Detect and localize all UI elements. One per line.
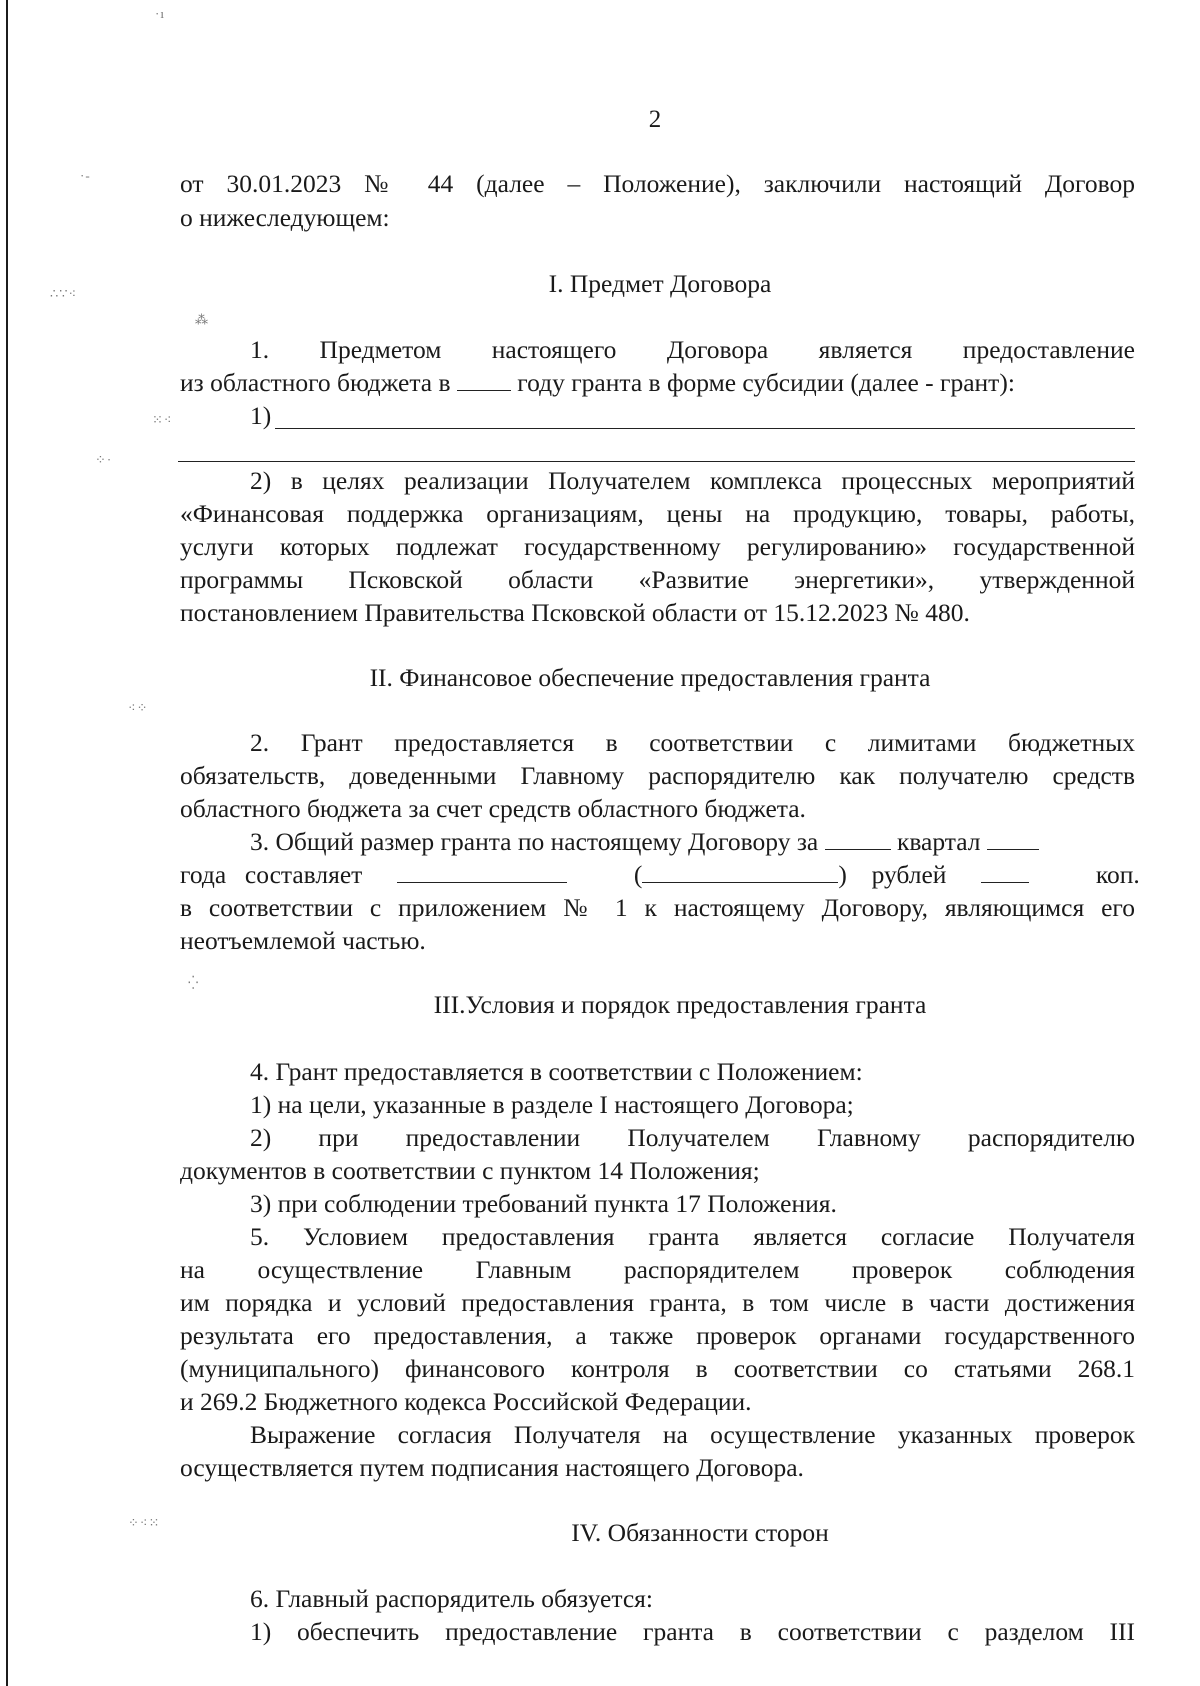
section-3-paragraph-4-line-1: 4. Грант предоставляется в соответствии с Положением: <box>250 1057 863 1086</box>
intro-line-1: от 30.01.2023 № 44 (далее – Положение), заключили настоящий Договор <box>180 169 1135 198</box>
item-2-line-1: 2) в целях реализации Получателем комплекса процессных мероприятий <box>250 466 1135 495</box>
scan-speck: ⁂ <box>195 312 209 327</box>
item-1-number: 1) <box>250 401 272 430</box>
section-3-item-3: 3) при соблюдении требований пункта 17 Положения. <box>250 1189 837 1218</box>
page-number: 2 <box>648 106 662 133</box>
section-3-paragraph-5b-line-2: осуществляется путем подписания настоящего Договора. <box>180 1453 804 1482</box>
text-fragment: 3. Общий размер гранта по настоящему Договору за <box>250 827 819 856</box>
section-2-heading: II. Финансовое обеспечение предоставления гранта <box>369 663 931 692</box>
item-2-line-4: программы Псковской области «Развитие энергетики», утвержденной <box>180 565 1135 594</box>
item-2-line-5: постановлением Правительства Псковской области от 15.12.2023 № 480. <box>180 598 970 627</box>
text-fragment: году гранта в форме субсидии (далее - грант): <box>517 368 1015 397</box>
scan-speck: ⁛ <box>188 975 200 990</box>
section-4-heading: IV. Обязанности сторон <box>571 1518 829 1547</box>
scan-speck: ⁘· <box>95 452 113 467</box>
scan-speck: ⁖⁘ <box>128 700 149 715</box>
item-2-line-3: услуги которых подлежат государственному регулированию» государственной <box>180 532 1135 561</box>
text-fragment: составляет <box>244 860 363 889</box>
section-1-paragraph-1-line-1: 1. Предметом настоящего Договора является предоставление <box>250 335 1135 364</box>
text-fragment: ) <box>838 860 847 889</box>
scan-speck: ⁙⁖ <box>152 412 173 427</box>
section-2-paragraph-3-line-4: неотъемлемой частью. <box>180 926 426 955</box>
year-blank <box>987 827 1039 850</box>
intro-line-2: о нижеследующем: <box>180 203 390 232</box>
year-blank <box>457 368 511 391</box>
item-1-blank-line <box>275 428 1135 429</box>
section-3-paragraph-5-line-4: результата его предоставления, а также проверок органами государственного <box>180 1321 1135 1350</box>
text-fragment: квартал <box>896 827 981 856</box>
text-fragment: из областного бюджета в <box>180 368 451 397</box>
kopecks-blank <box>981 860 1029 883</box>
section-3-heading: III.Условия и порядок предоставления гранта <box>433 990 927 1019</box>
section-3-paragraph-5-line-2: на осуществление Главным распорядителем проверок соблюдения <box>180 1255 1135 1284</box>
amount-blank <box>397 860 567 883</box>
section-4-item-1: 1) обеспечить предоставление гранта в соответствии с разделом III <box>250 1617 1135 1646</box>
amount-words-blank <box>642 860 838 883</box>
section-2-paragraph-2-line-2: обязательств, доведенными Главному распорядителю как получателю средств <box>180 761 1135 790</box>
quarter-blank <box>825 827 891 850</box>
section-1-paragraph-1-line-2 <box>180 367 1135 399</box>
text-fragment: ( <box>633 860 643 889</box>
section-4-paragraph-6-line-1: 6. Главный распорядитель обязуется: <box>250 1584 653 1613</box>
scan-speck: ·- <box>80 168 91 183</box>
section-3-item-1: 1) на цели, указанные в разделе I настоящего Договора; <box>250 1090 854 1119</box>
item-1-blank-line-2 <box>178 461 1135 462</box>
section-2-paragraph-2-line-1: 2. Грант предоставляется в соответствии с лимитами бюджетных <box>250 728 1135 757</box>
section-3-paragraph-5-line-5: (муниципального) финансового контроля в соответствии со статьями 268.1 <box>180 1354 1135 1383</box>
section-3-paragraph-5-line-3: им порядка и условий предоставления гранта, в том числе в части достижения <box>180 1288 1135 1317</box>
section-3-item-2-line-1: 2) при предоставлении Получателем Главному распорядителю <box>250 1123 1135 1152</box>
item-2-line-2: «Финансовая поддержка организациям, цены на продукцию, товары, работы, <box>180 499 1135 528</box>
section-3-paragraph-5-line-6: и 269.2 Бюджетного кодекса Российской Федерации. <box>180 1387 752 1416</box>
text-fragment: года <box>180 860 227 889</box>
section-1-heading: I. Предмет Договора <box>548 269 772 298</box>
text-fragment: коп. <box>1095 860 1140 889</box>
section-2-paragraph-2-line-3: областного бюджета за счет средств областного бюджета. <box>180 794 806 823</box>
section-3-paragraph-5-line-1: 5. Условием предоставления гранта является согласие Получателя <box>250 1222 1135 1251</box>
section-3-paragraph-5b-line-1: Выражение согласия Получателя на осуществление указанных проверок <box>250 1420 1135 1449</box>
section-2-paragraph-3-line-2 <box>180 859 1140 891</box>
scan-speck: ·ı <box>155 6 165 21</box>
scan-speck: ∴∵⁖ <box>50 286 78 301</box>
section-3-item-2-line-2: документов в соответствии с пунктом 14 Положения; <box>180 1156 760 1185</box>
section-2-paragraph-3-line-3: в соответствии с приложением № 1 к настоящему Договору, являющимся его <box>180 893 1135 922</box>
text-fragment: рублей <box>871 860 947 889</box>
scan-speck: ⁘⁖⁙ <box>128 1515 161 1530</box>
section-2-paragraph-3-line-1 <box>250 826 1135 858</box>
